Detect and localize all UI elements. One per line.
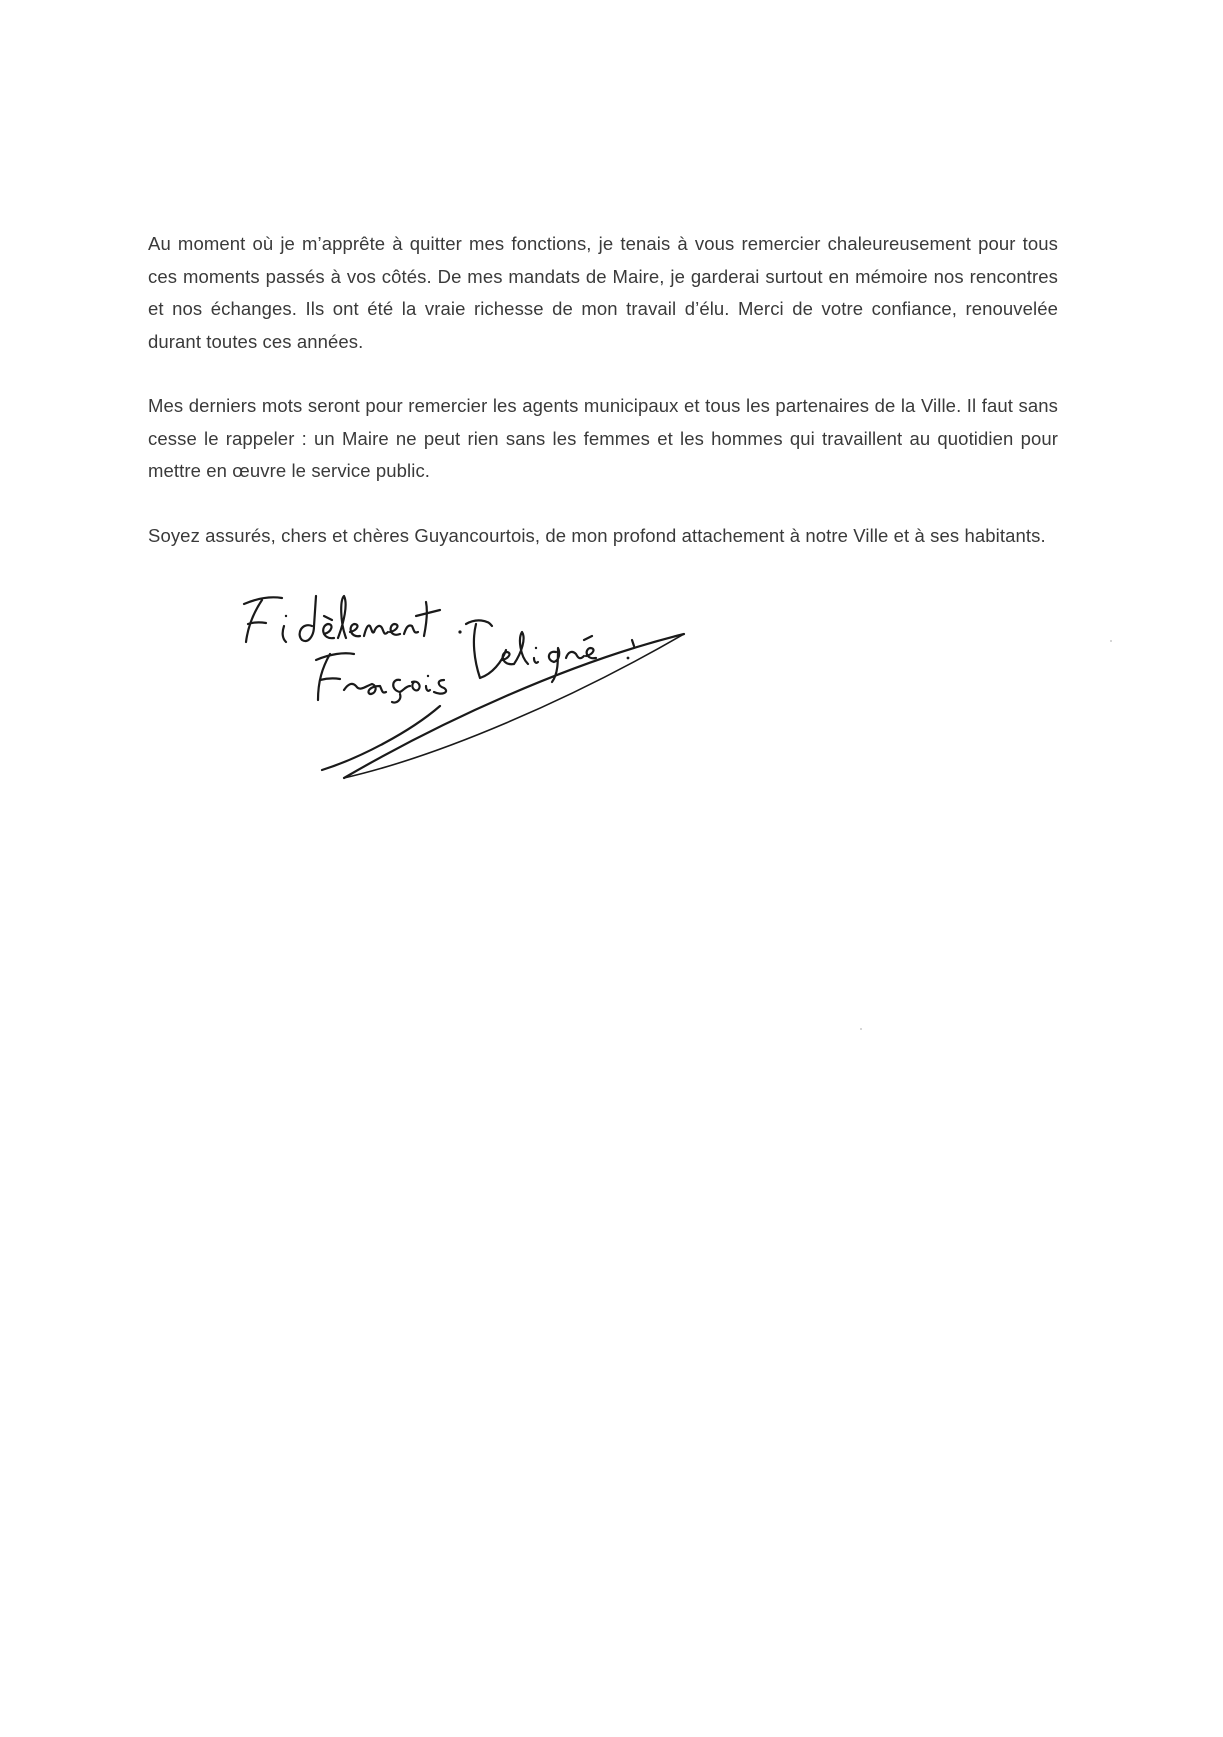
- signature-name: [316, 620, 684, 778]
- letter-body: [148, 228, 1058, 584]
- paragraph-thanks: Au moment où je m’apprête à quitter mes fonctions, je tenais à vous remercier chaleureusement pour tous ces moments passés à vos côtés. De mes mandats de Maire, je garderai surtout en mémoire nos rencontres et nos échanges. Ils ont été la vraie richesse de mon travail d’élu. Merci de votre confiance, renouvelée durant toutes ces années.: [148, 233, 1058, 352]
- signature-drawing: [240, 582, 780, 802]
- scan-speck: [860, 1028, 862, 1030]
- signature-closing: [244, 596, 462, 642]
- handwritten-signature: [240, 582, 780, 802]
- paragraph-agents: Mes derniers mots seront pour remercier les agents municipaux et tous les partenaires de la Ville. Il faut sans cesse le rappeler : un Maire ne peut rien sans les femmes et les hommes qui travaillent au quotidien pour mettre en œuvre le service public.: [148, 395, 1058, 481]
- paragraph-attachment: Soyez assurés, chers et chères Guyancourtois, de mon profond attachement à notre Ville et à ses habitants.: [148, 524, 1046, 546]
- scan-speck: [1110, 640, 1112, 642]
